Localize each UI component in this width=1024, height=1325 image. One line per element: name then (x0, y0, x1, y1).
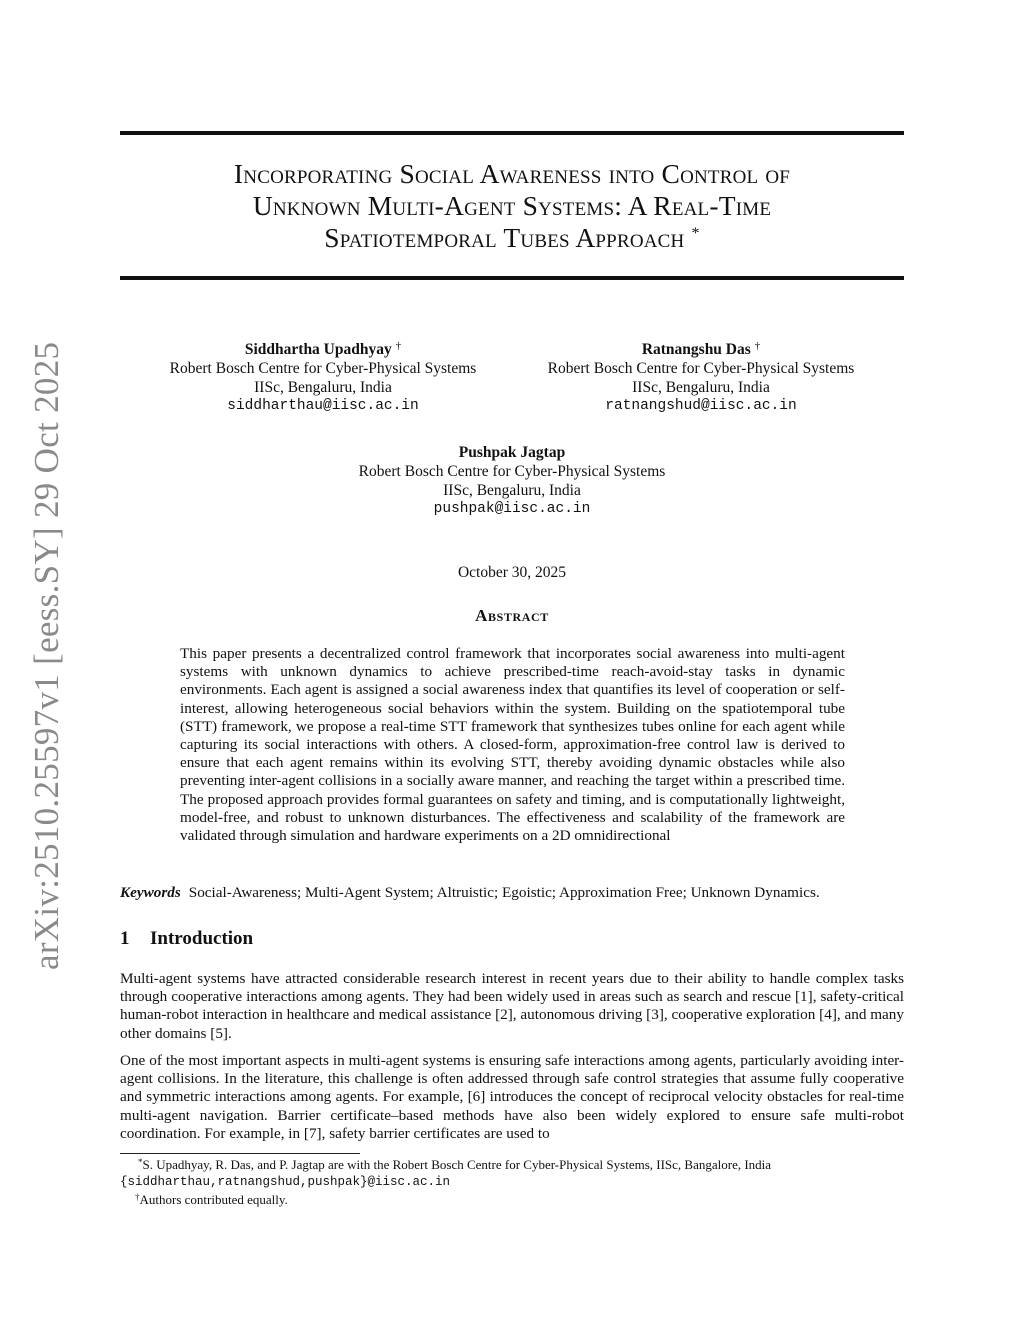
title-line-text: Unknown Multi-Agent Systems: A Real-Time (252, 190, 772, 221)
author-name (528, 340, 874, 359)
equal-contribution-mark: † (395, 340, 402, 352)
paper-date: October 30, 2025 (457, 564, 567, 581)
section-title: Introduction (150, 928, 254, 949)
author-affiliation: Robert Bosch Centre for Cyber-Physical Systems (547, 360, 855, 377)
abstract-heading: Abstract (475, 606, 549, 625)
section-number: 1 (120, 928, 130, 949)
footnote-mark: * (138, 1157, 143, 1167)
footnote-text: Authors contributed equally. (139, 1192, 288, 1207)
title-bottom-rule (120, 276, 904, 280)
keywords-list: Social-Awareness; Multi-Agent System; Altruistic; Egoistic; Approximation Free; Unknown Dynamics. (188, 884, 820, 901)
footnote (135, 1192, 895, 1208)
title-line (120, 222, 904, 254)
author-email[interactable]: pushpak@iisc.ac.in (433, 501, 591, 517)
footnote-mark: † (135, 1192, 140, 1202)
author-email[interactable]: ratnangshud@iisc.ac.in (605, 398, 797, 414)
footnote-emails[interactable]: {siddharthau,ratnangshud,pushpak}@iisc.ac.in (120, 1175, 451, 1189)
title-top-rule (120, 131, 904, 135)
author-block (312, 443, 712, 519)
title-line: Incorporating Social Awareness into Control of (233, 158, 791, 189)
footnote (120, 1157, 904, 1190)
author-block (528, 340, 874, 416)
author-location: IISc, Bengaluru, India (254, 379, 392, 396)
body-paragraph: Multi-agent systems have attracted considerable research interest in recent years due to their ability to handle complex tasks through cooperative interactions among agents. They had been widely used in areas such as search and rescue [1], safety-critical human-robot interaction in healthcare and medical assistance [2], autonomous driving [3], cooperative exploration [4], and many other domains [5]. (120, 970, 904, 1042)
footnote-text: S. Upadhyay, R. Das, and P. Jagtap are with the Robert Bosch Centre for Cyber-Physical Systems, IISc, Bangalore, India (142, 1157, 772, 1172)
author-location: IISc, Bengaluru, India (632, 379, 770, 396)
section-heading (120, 928, 253, 950)
keywords-label: Keywords (120, 884, 181, 901)
author-block (150, 340, 496, 416)
author-name-text: Siddhartha Upadhyay (244, 341, 392, 358)
arxiv-identifier: arXiv:2510.25597v1 [eess.SY] 29 Oct 2025 (27, 341, 66, 970)
title-footnote-mark: * (691, 225, 700, 242)
author-name (150, 340, 496, 359)
title-line-text: Spatiotemporal Tubes Approach (324, 222, 685, 253)
paper-title (120, 158, 904, 254)
abstract-text: This paper presents a decentralized control framework that incorporates social awareness into multi-agent systems with unknown dynamics to achieve prescribed-time reach-avoid-stay tasks in dynamic environments. Each agent is assigned a social awareness index that quantifies its level of cooperation or self-interest, allowing heterogeneous social behaviors within the system. Building on the spatiotemporal tube (STT) framework, we propose a real-time STT framework that synthesizes tubes online for each agent while capturing its social interactions with others. A closed-form, approximation-free control law is derived to ensure that each agent remains within its evolving STT, thereby avoiding dynamic obstacles while also preventing inter-agent collisions in a socially aware manner, and reaching the target within a prescribed time. The proposed approach provides formal guarantees on safety and timing, and is computationally lightweight, model-free, and robust to unknown disturbances. The effectiveness and scalability of the framework are validated through simulation and hardware experiments on a 2D omnidirectional (180, 645, 845, 845)
body-paragraph: One of the most important aspects in multi-agent systems is ensuring safe interactions among agents, particularly avoiding inter-agent collisions. In the literature, this challenge is often addressed through safe control strategies that assume fully cooperative and symmetric interactions among agents. For example, [6] introduces the concept of reciprocal velocity obstacles for real-time multi-agent navigation. Barrier certificate–based methods have also been widely explored to ensure safe multi-robot coordination. For example, in [7], safety barrier certificates are used to (120, 1052, 904, 1142)
author-name-text: Ratnangshu Das (641, 341, 751, 358)
equal-contribution-mark: † (754, 340, 761, 352)
keywords (120, 884, 904, 902)
title-line (120, 190, 904, 222)
footnote-rule (120, 1153, 360, 1154)
author-location: IISc, Bengaluru, India (443, 482, 581, 499)
author-affiliation: Robert Bosch Centre for Cyber-Physical Systems (169, 360, 477, 377)
author-email[interactable]: siddharthau@iisc.ac.in (227, 398, 419, 414)
author-name: Pushpak Jagtap (458, 444, 566, 461)
author-affiliation: Robert Bosch Centre for Cyber-Physical Systems (358, 463, 666, 480)
